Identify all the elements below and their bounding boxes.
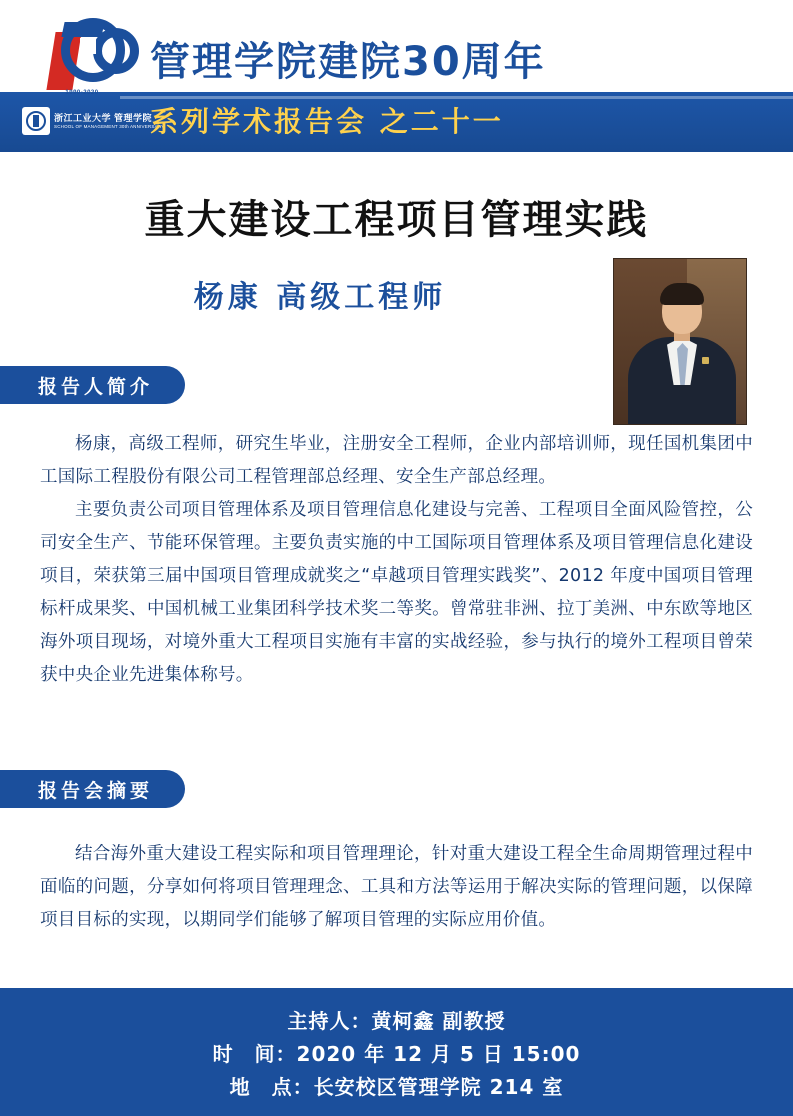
speaker-name: 杨康 高级工程师 [193,280,447,315]
speaker-portrait-photo [613,258,747,425]
header-title: 管理学院建院30周年 [150,39,546,85]
abstract-paragraph-1: 结合海外重大建设工程实际和项目管理理论，针对重大建设工程全生命周期管理过程中面临的问题，分享如何将项目管理理念、工具和方法等运用于解决实际的管理问题，以保障项目目标的实现，以期同学们能够了解项目管理的实际应用价值。 [40,844,753,930]
section-tab-abstract [0,770,185,808]
anniversary-30-logo-icon [47,18,142,90]
page-title: 重大建设工程项目管理实践 [144,197,649,243]
logo-notch [80,38,96,54]
abstract-text-block [40,838,753,937]
school-name-cn: 浙江工业大学 管理学院 [54,112,153,123]
header-subtitle: 系列学术报告会 之二十一 [150,105,504,138]
logo-slab [61,22,104,37]
section-tab-bio-label: 报告人简介 [38,375,154,398]
poster-header [0,0,793,152]
school-name-en: SCHOOL OF MANAGEMENT 30th ANNIVERSARY [54,124,165,130]
header-divider-stripe [120,96,793,99]
bio-paragraph-1: 杨康，高级工程师，研究生毕业，注册安全工程师，企业内部培训师，现任国机集团中工国际工程股份有限公司工程管理部总经理、安全生产部总经理。 [40,434,753,487]
footer-time: 时 间：2020 年 12 月 5 日 15:00 [212,1041,581,1066]
portrait-lapel-pin-icon [702,357,709,364]
footer-place: 地 点：长安校区管理学院 214 室 [229,1074,564,1099]
school-logo [22,104,165,138]
school-logo-text [54,113,164,130]
bio-paragraph-2: 主要负责公司项目管理体系及项目管理信息化建设与完善、工程项目全面风险管控，公司安全生产、节能环保管理。主要负责实施的中工国际项目管理体系及项目管理信息化建设项目，荣获第三届中国项目管理成就奖之“卓越项目管理实践奖”、2012 年度中国项目管理标杆成果奖、中国机械工业集团科学技术奖二等奖。曾常驻非洲、拉丁美洲、中东欧等地区海外项目现场，对境外重大工程项目实施有丰富的实战经验，参与执行的境外工程项目曾荣获中央企业先进集体称号。 [40,500,753,685]
bio-text-block [40,428,753,692]
section-tab-abstract-label: 报告会摘要 [38,779,154,802]
footer-host: 主持人：黄柯鑫 副教授 [287,1008,506,1033]
poster-footer [0,988,793,1116]
section-tab-bio [0,366,185,404]
portrait-hair [660,283,704,305]
anniversary-years-label: 1990-2020 [65,90,99,96]
university-badge-icon [22,107,50,135]
